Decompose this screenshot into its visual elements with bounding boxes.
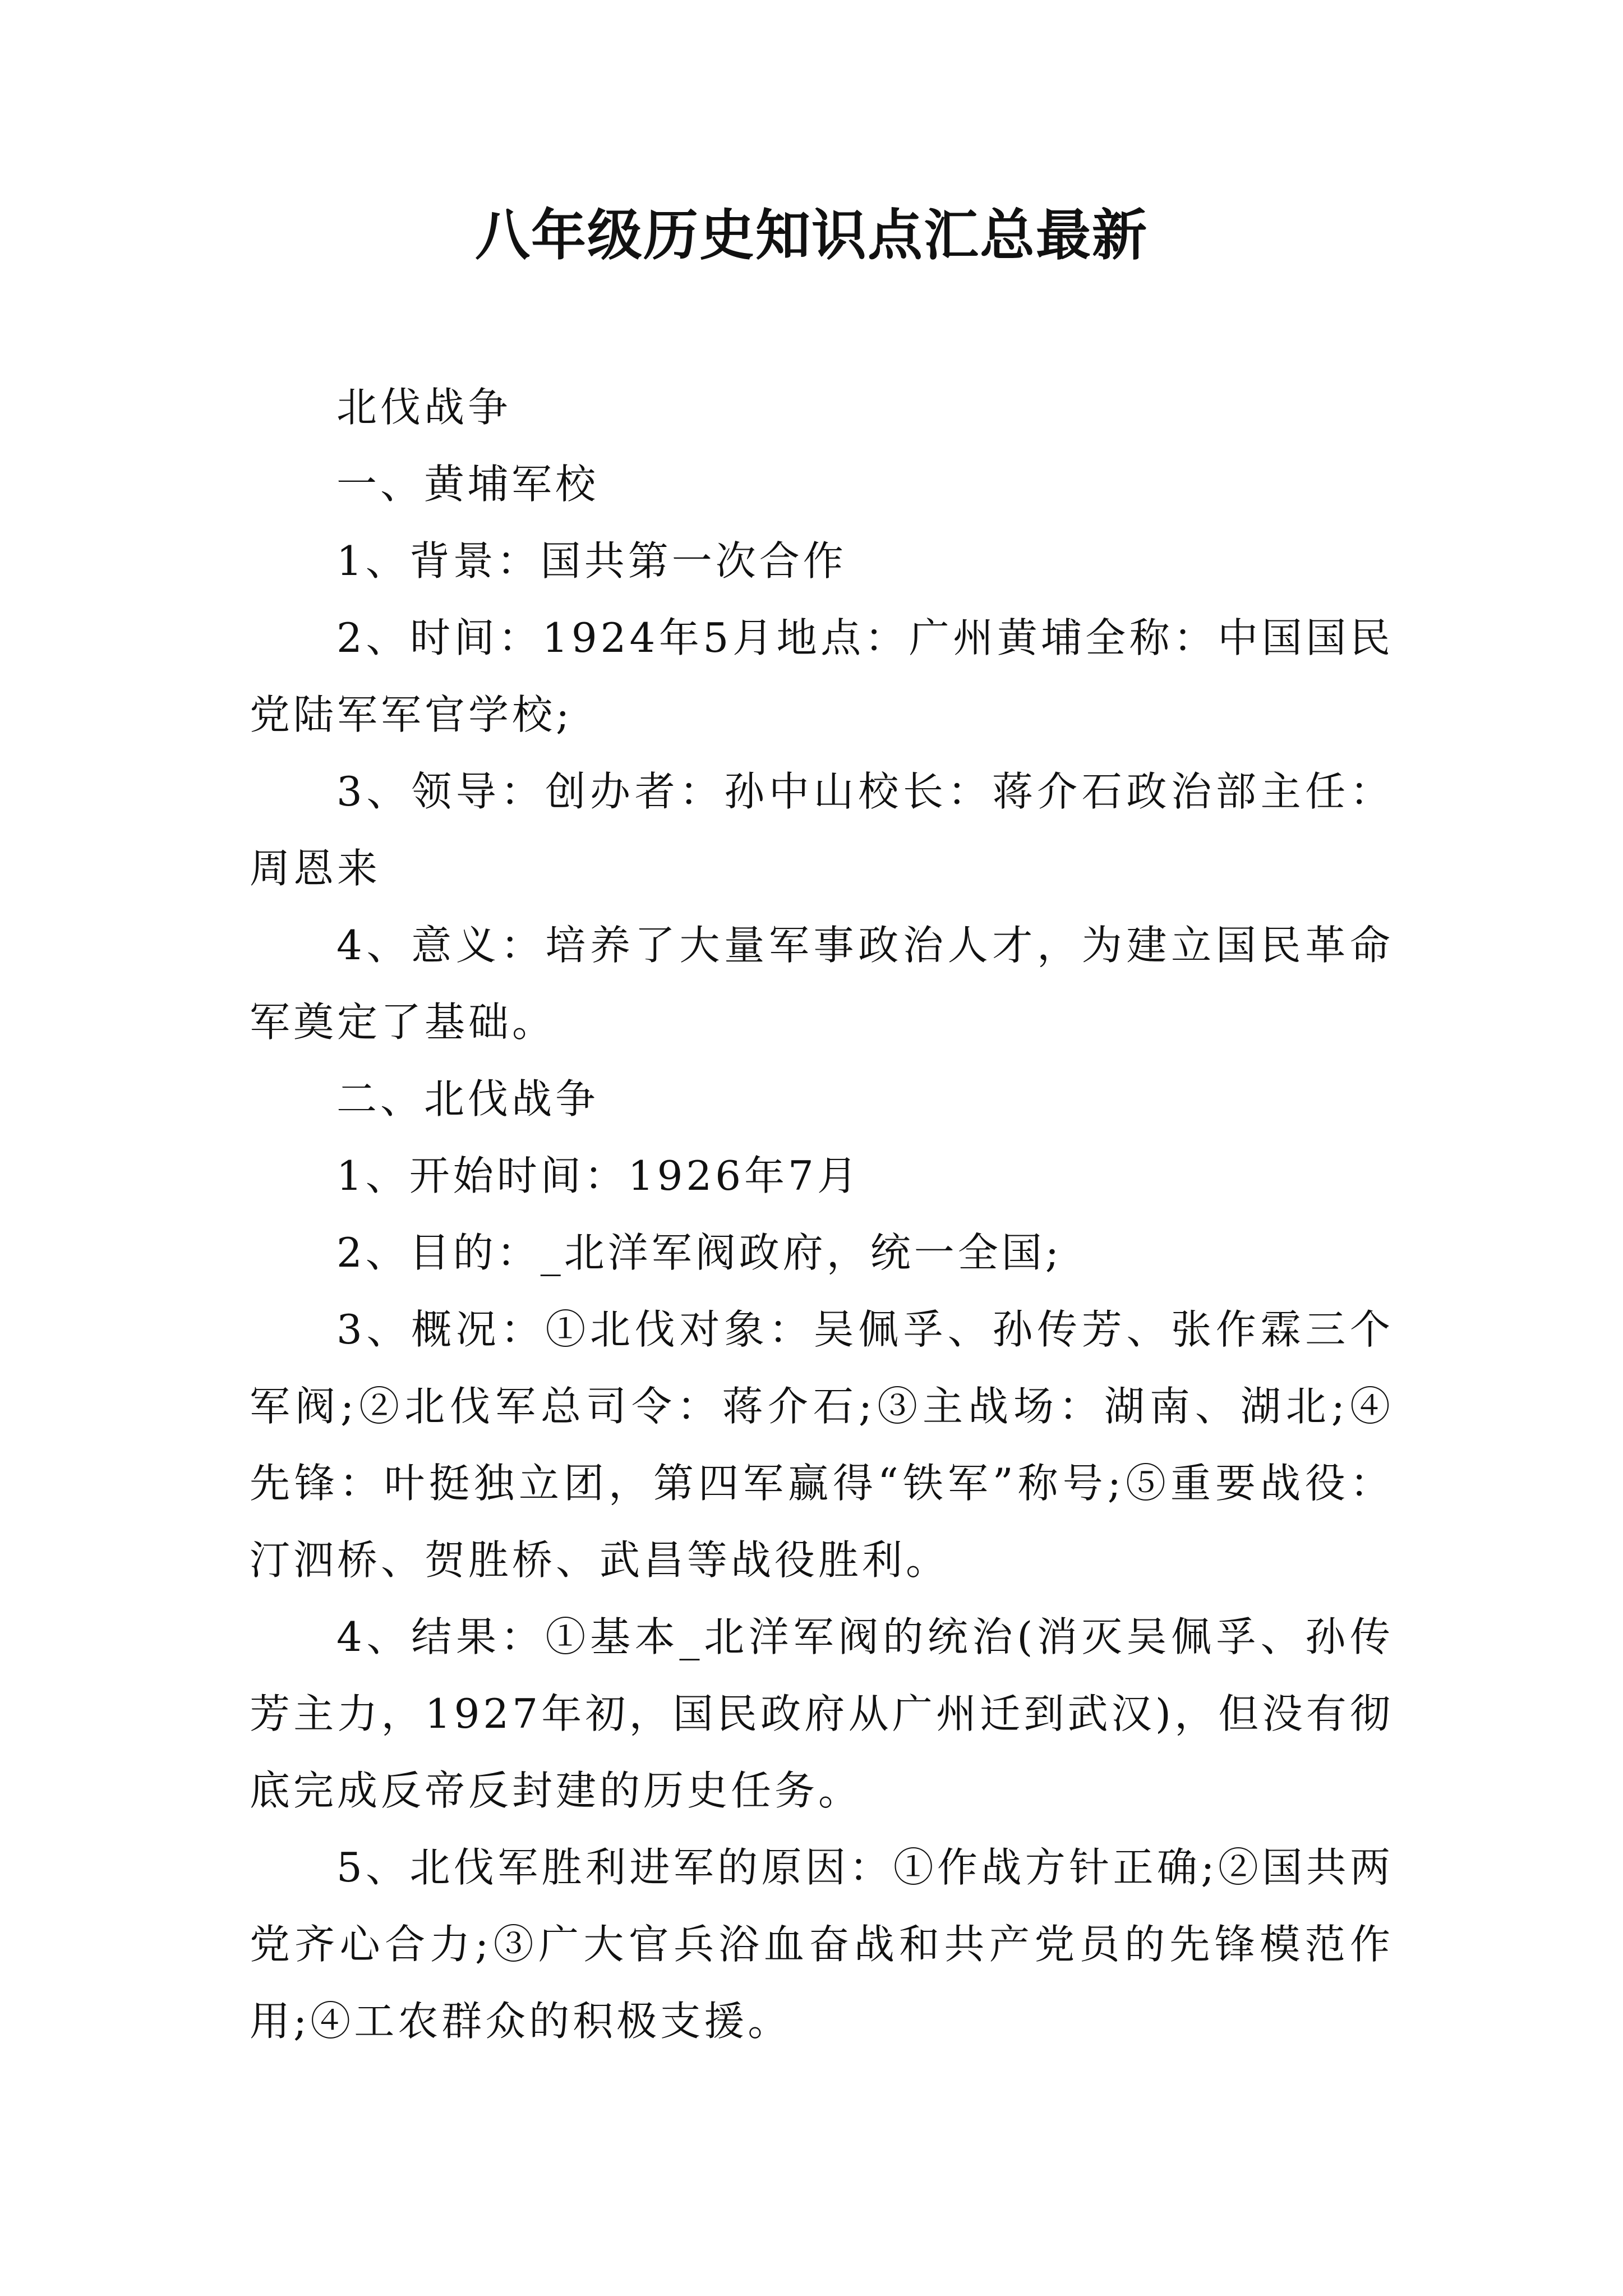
paragraph-start-time: 1、开始时间：1926年7月 (336, 1152, 861, 1199)
paragraph-heading-northern-expedition: 二、北伐战争 (336, 1075, 600, 1122)
paragraph-reasons: 5、北伐军胜利进军的原因：①作战方针正确;②国共两党齐心合力;③广大官兵浴血奋战和共产党员的先锋模范作用;④工农群众的积极支援。 (250, 1844, 1394, 2045)
document-title: 八年级历史知识点汇总最新 (474, 204, 1148, 268)
paragraph-section-heading: 北伐战争 (336, 384, 512, 431)
paragraph-purpose: 2、目的：_北洋军阀政府，统一全国; (336, 1229, 1063, 1276)
paragraph-leadership: 3、领导：创办者：孙中山校长：蒋介石政治部主任：周恩来 (250, 768, 1394, 892)
paragraph-overview: 3、概况：①北伐对象：吴佩孚、孙传芳、张作霖三个军阀;②北伐军总司令：蒋介石;③主战场：湖南、湖北;④先锋：叶挺独立团，第四军赢得“铁军”称号;⑤重要战役：汀泗桥、贺胜桥、武昌等战役胜利。 (250, 1306, 1394, 1584)
paragraph-background: 1、背景：国共第一次合作 (336, 537, 847, 585)
document-body (250, 369, 1394, 2060)
paragraph-time-place: 2、时间：1924年5月地点：广州黄埔全称：中国国民党陆军军官学校; (250, 614, 1394, 738)
paragraph-heading-huangpu: 一、黄埔军校 (336, 461, 600, 508)
paragraph-significance: 4、意义：培养了大量军事政治人才，为建立国民革命军奠定了基础。 (250, 922, 1394, 1046)
paragraph-result: 4、结果：①基本_北洋军阀的统治(消灭吴佩孚、孙传芳主力，1927年初，国民政府从广州迁到武汉)，但没有彻底完成反帝反封建的历史任务。 (250, 1613, 1394, 1814)
